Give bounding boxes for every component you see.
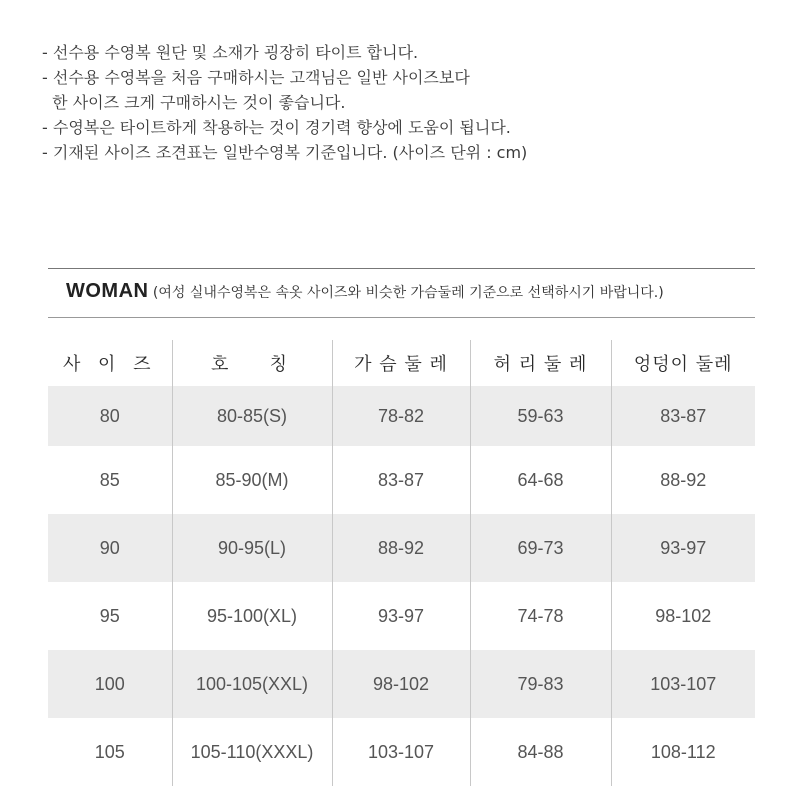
- cell-size: 85: [99, 469, 120, 490]
- cell-size: 95: [99, 605, 120, 626]
- cell-waist: 74-78: [470, 582, 611, 650]
- cell-chest: 78-82: [332, 386, 470, 446]
- cell-chest: 83-87: [332, 446, 470, 514]
- cell-waist: 59-63: [470, 386, 611, 446]
- header-hip: 엉덩이 둘레: [611, 340, 755, 386]
- table-brand: WOMAN: [66, 280, 149, 302]
- cell-hip: 88-92: [611, 446, 755, 514]
- note-item: - 기재된 사이즈 조견표는 일반수영복 기준입니다. (사이즈 단위 : cm): [42, 143, 528, 162]
- cell-size: 80: [48, 386, 172, 446]
- header-chest: 가 슴 둘 레: [332, 340, 470, 386]
- cell-waist: 84-88: [470, 718, 611, 786]
- table-row: [48, 582, 755, 650]
- cell-waist: 79-83: [470, 650, 611, 718]
- cell-size: 105: [94, 741, 125, 762]
- cell-size: 90: [48, 514, 172, 582]
- table-header-row: [48, 340, 755, 386]
- table-row: [48, 386, 755, 446]
- cell-hip: 83-87: [611, 386, 755, 446]
- size-table: [48, 340, 755, 786]
- table-description: (여성 실내수영복은 속옷 사이즈와 비슷한 가슴둘레 기준으로 선택하시기 바랍니다.): [148, 285, 664, 301]
- table-row: [48, 650, 755, 718]
- note-item: - 수영복은 타이트하게 착용하는 것이 경기력 향상에 도움이 됩니다.: [42, 118, 511, 137]
- cell-chest: 98-102: [332, 650, 470, 718]
- table-row: [48, 718, 755, 786]
- table-row: [48, 446, 755, 514]
- cell-hip: 93-97: [611, 514, 755, 582]
- note-item: - 선수용 수영복 원단 및 소재가 굉장히 타이트 합니다.: [42, 43, 419, 62]
- cell-chest: 103-107: [332, 718, 470, 786]
- note-item: 한 사이즈 크게 구매하시는 것이 좋습니다.: [42, 93, 346, 112]
- header-waist: 허 리 둘 레: [470, 340, 611, 386]
- cell-waist: 69-73: [470, 514, 611, 582]
- header-size: 사 이 즈: [62, 354, 157, 375]
- cell-hip: 98-102: [611, 582, 755, 650]
- table-title: [66, 280, 766, 303]
- cell-label: 105-110(XXXL): [172, 718, 332, 786]
- note-item: - 선수용 수영복을 처음 구매하시는 고객님은 일반 사이즈보다: [42, 68, 470, 87]
- cell-label: 85-90(M): [172, 446, 332, 514]
- notes-list: [42, 40, 782, 165]
- header-label: 호 칭: [172, 340, 332, 386]
- cell-label: 100-105(XXL): [172, 650, 332, 718]
- cell-chest: 88-92: [332, 514, 470, 582]
- cell-hip: 103-107: [611, 650, 755, 718]
- section-divider: [48, 268, 755, 269]
- cell-size: 100: [48, 650, 172, 718]
- cell-label: 80-85(S): [172, 386, 332, 446]
- cell-label: 90-95(L): [172, 514, 332, 582]
- cell-chest: 93-97: [332, 582, 470, 650]
- title-divider: [48, 317, 755, 318]
- cell-waist: 64-68: [470, 446, 611, 514]
- cell-hip: 108-112: [611, 718, 755, 786]
- cell-label: 95-100(XL): [172, 582, 332, 650]
- table-row: [48, 514, 755, 582]
